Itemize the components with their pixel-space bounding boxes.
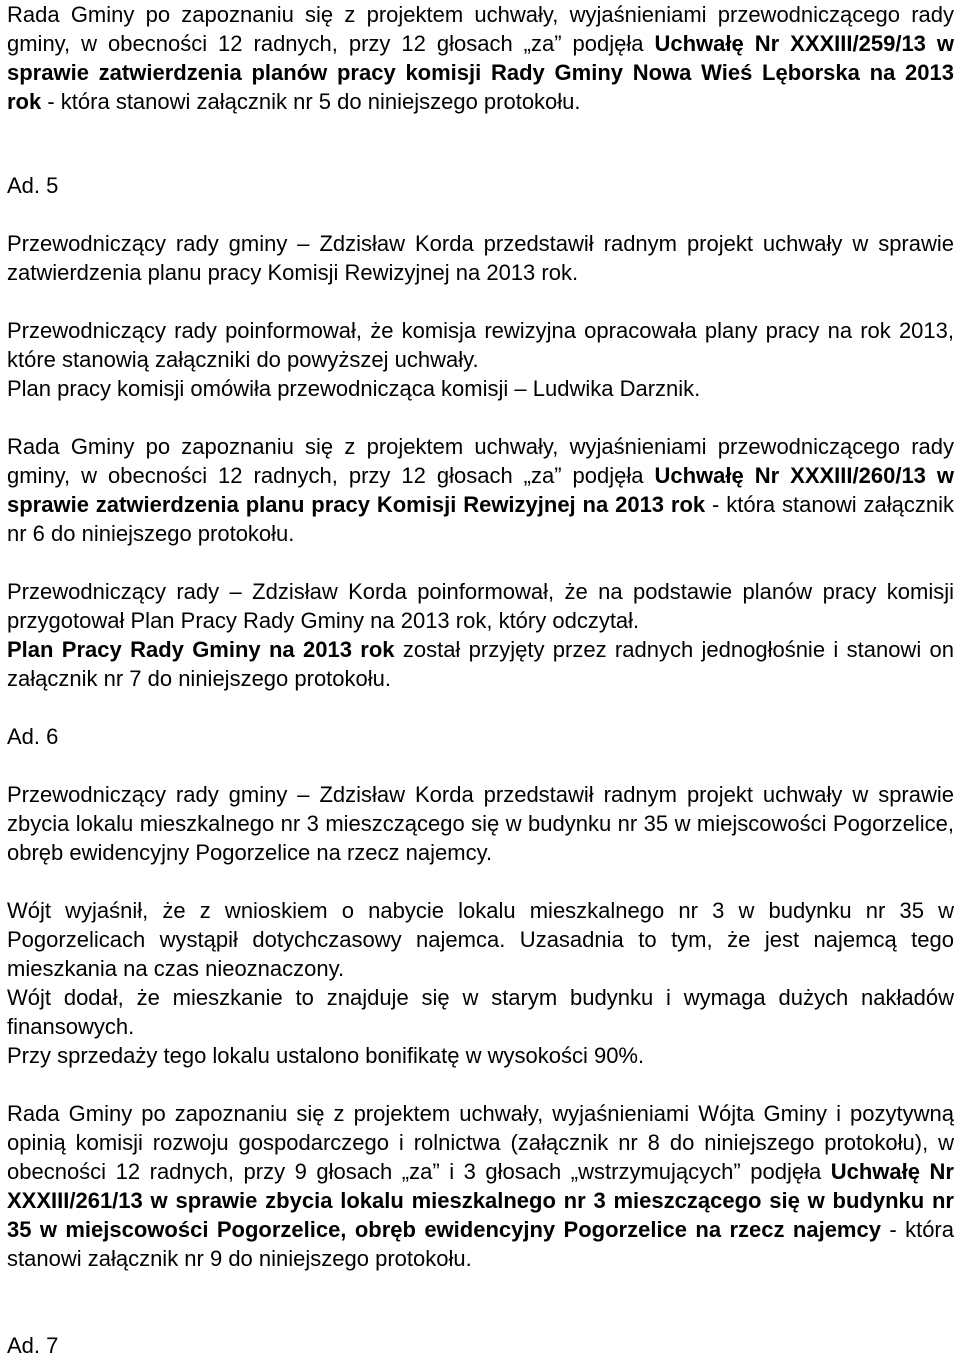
paragraph-text: Rada Gminy po zapoznaniu się z projektem uchwały, wyjaśnieniami Wójta Gminy i pozytywną opinią komisji rozwoju gospodarczego i rolnictwa (załącznik nr 8 do niniejszego protokołu), w obecności 12 radnych, przy 9 głosach „za” i 3 głosach „wstrzymujących” podjęła	[7, 1101, 954, 1184]
paragraph-resolution-261	[7, 1099, 954, 1273]
paragraph-text: - która stanowi załącznik nr 9 do niniejszego protokołu.	[7, 1217, 954, 1271]
paragraph-chairman-info: Przewodniczący rady poinformował, że komisja rewizyjna opracowała plany pracy na rok 2013, które stanowią załączniki do powyższej uchwały.	[7, 318, 954, 372]
paragraph-text: - która stanowi załącznik nr 5 do niniejszego protokołu.	[41, 89, 581, 114]
paragraph-council-plan-adopted	[7, 635, 954, 693]
paragraph-sale-project: Przewodniczący rady gminy – Zdzisław Korda przedstawił radnym projekt uchwały w sprawie zbycia lokalu mieszkalnego nr 3 mieszczącego się w budynku nr 35 w miejscowości Pogorzelice, obręb ewidencyjny Pogorzelice na rzecz najemcy.	[7, 782, 954, 865]
paragraph-mayor-addition: Wójt dodał, że mieszkanie to znajduje się w starym budynku i wymaga dużych nakładów finansowych.	[7, 985, 954, 1039]
resolution-title: Uchwałę Nr XXXIII/260/13 w sprawie zatwierdzenia planu pracy Komisji Rewizyjnej na 2013 rok	[7, 463, 955, 517]
paragraph-resolution-260	[7, 432, 954, 548]
paragraph-text: Rada Gminy po zapoznaniu się z projektem uchwały, wyjaśnieniami przewodniczącego rady gminy, w obecności 12 radnych, przy 12 głosach „za” podjęła	[7, 434, 954, 488]
paragraph-discount: Przy sprzedaży tego lokalu ustalono bonifikatę w wysokości 90%.	[7, 1043, 645, 1068]
paragraph-resolution-259	[7, 0, 954, 116]
resolution-title: Uchwałę Nr XXXIII/259/13 w sprawie zatwierdzenia planów pracy komisji Rady Gminy Nowa Wieś Lęborska na 2013 rok	[7, 31, 955, 114]
paragraph-chairman-presentation: Przewodniczący rady gminy – Zdzisław Korda przedstawił radnym projekt uchwały w sprawie zatwierdzenia planu pracy Komisji Rewizyjnej na 2013 rok.	[7, 231, 954, 285]
section-heading-ad7: Ad. 7	[7, 1333, 59, 1358]
section-heading-ad6: Ad. 6	[7, 724, 59, 749]
paragraph-text: Rada Gminy po zapoznaniu się z projektem uchwały, wyjaśnieniami przewodniczącego rady gminy, w obecności 12 radnych, przy 12 głosach „za” podjęła	[7, 2, 954, 56]
paragraph-plan-discussion: Plan pracy komisji omówiła przewodnicząca komisji – Ludwika Darznik.	[7, 376, 701, 401]
plan-title: Plan Pracy Rady Gminy na 2013 rok	[7, 637, 395, 662]
section-heading-ad5: Ad. 5	[7, 173, 59, 198]
paragraph-text: został przyjęty przez radnych jednogłośnie i stanowi on załącznik nr 7 do niniejszego protokołu.	[7, 637, 955, 691]
resolution-title: Uchwałę Nr XXXIII/261/13 w sprawie zbycia lokalu mieszkalnego nr 3 mieszczącego się w budynku nr 35 w miejscowości Pogorzelice, obręb ewidencyjny Pogorzelice na rzecz najemcy	[7, 1159, 954, 1242]
paragraph-mayor-explanation: Wójt wyjaśnił, że z wnioskiem o nabycie lokalu mieszkalnego nr 3 w budynku nr 35 w Pogorzelicach wystąpił dotychczasowy najemca. Uzasadnia to tym, że jest najemcą tego mieszkania na czas nieoznaczony.	[7, 898, 954, 981]
paragraph-text: - która stanowi załącznik nr 6 do niniejszego protokołu.	[7, 492, 954, 546]
paragraph-council-plan-info: Przewodniczący rady – Zdzisław Korda poinformował, że na podstawie planów pracy komisji przygotował Plan Pracy Rady Gminy na 2013 rok, który odczytał.	[7, 579, 954, 633]
